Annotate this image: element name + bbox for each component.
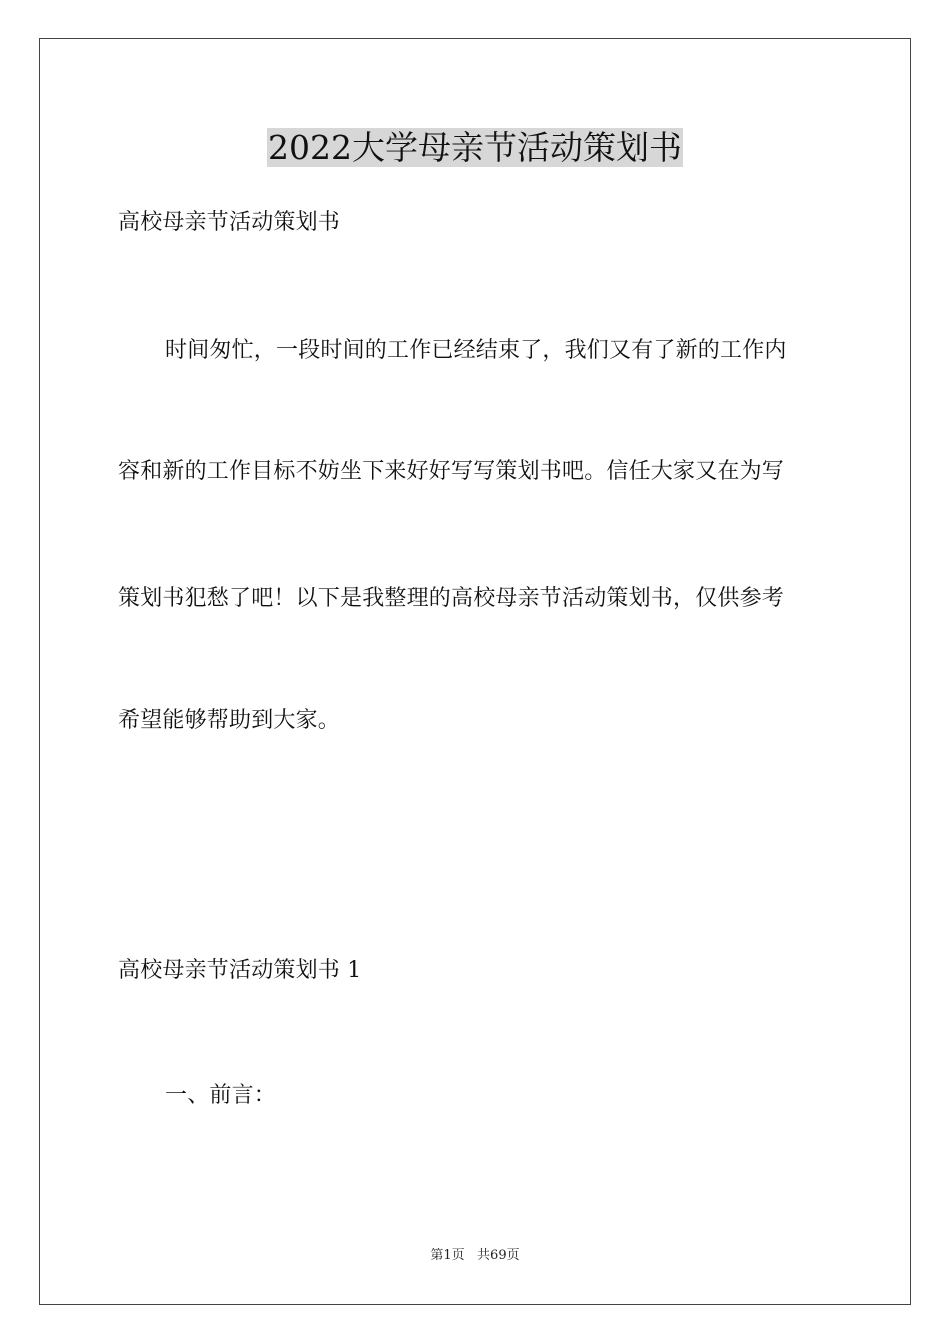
paragraph-line-1: 时间匆忙，一段时间的工作已经结束了，我们又有了新的工作内 [165,338,787,363]
document-title-text: 2022大学母亲节活动策划书 [268,128,682,167]
paragraph-line-3: 策划书犯愁了吧！以下是我整理的高校母亲节活动策划书，仅供参考 [118,586,785,611]
document-title [0,126,950,170]
paragraph-line-2: 容和新的工作目标不妨坐下来好好写写策划书吧。信任大家又在为写 [118,459,785,484]
document-subtitle: 高校母亲节活动策划书 [118,210,341,235]
section-title: 高校母亲节活动策划书 1 [118,958,362,983]
paragraph-line-4: 希望能够帮助到大家。 [118,708,341,733]
section-heading: 一、前言： [165,1083,277,1108]
page-footer: 第1页 共69页 [430,1248,520,1263]
